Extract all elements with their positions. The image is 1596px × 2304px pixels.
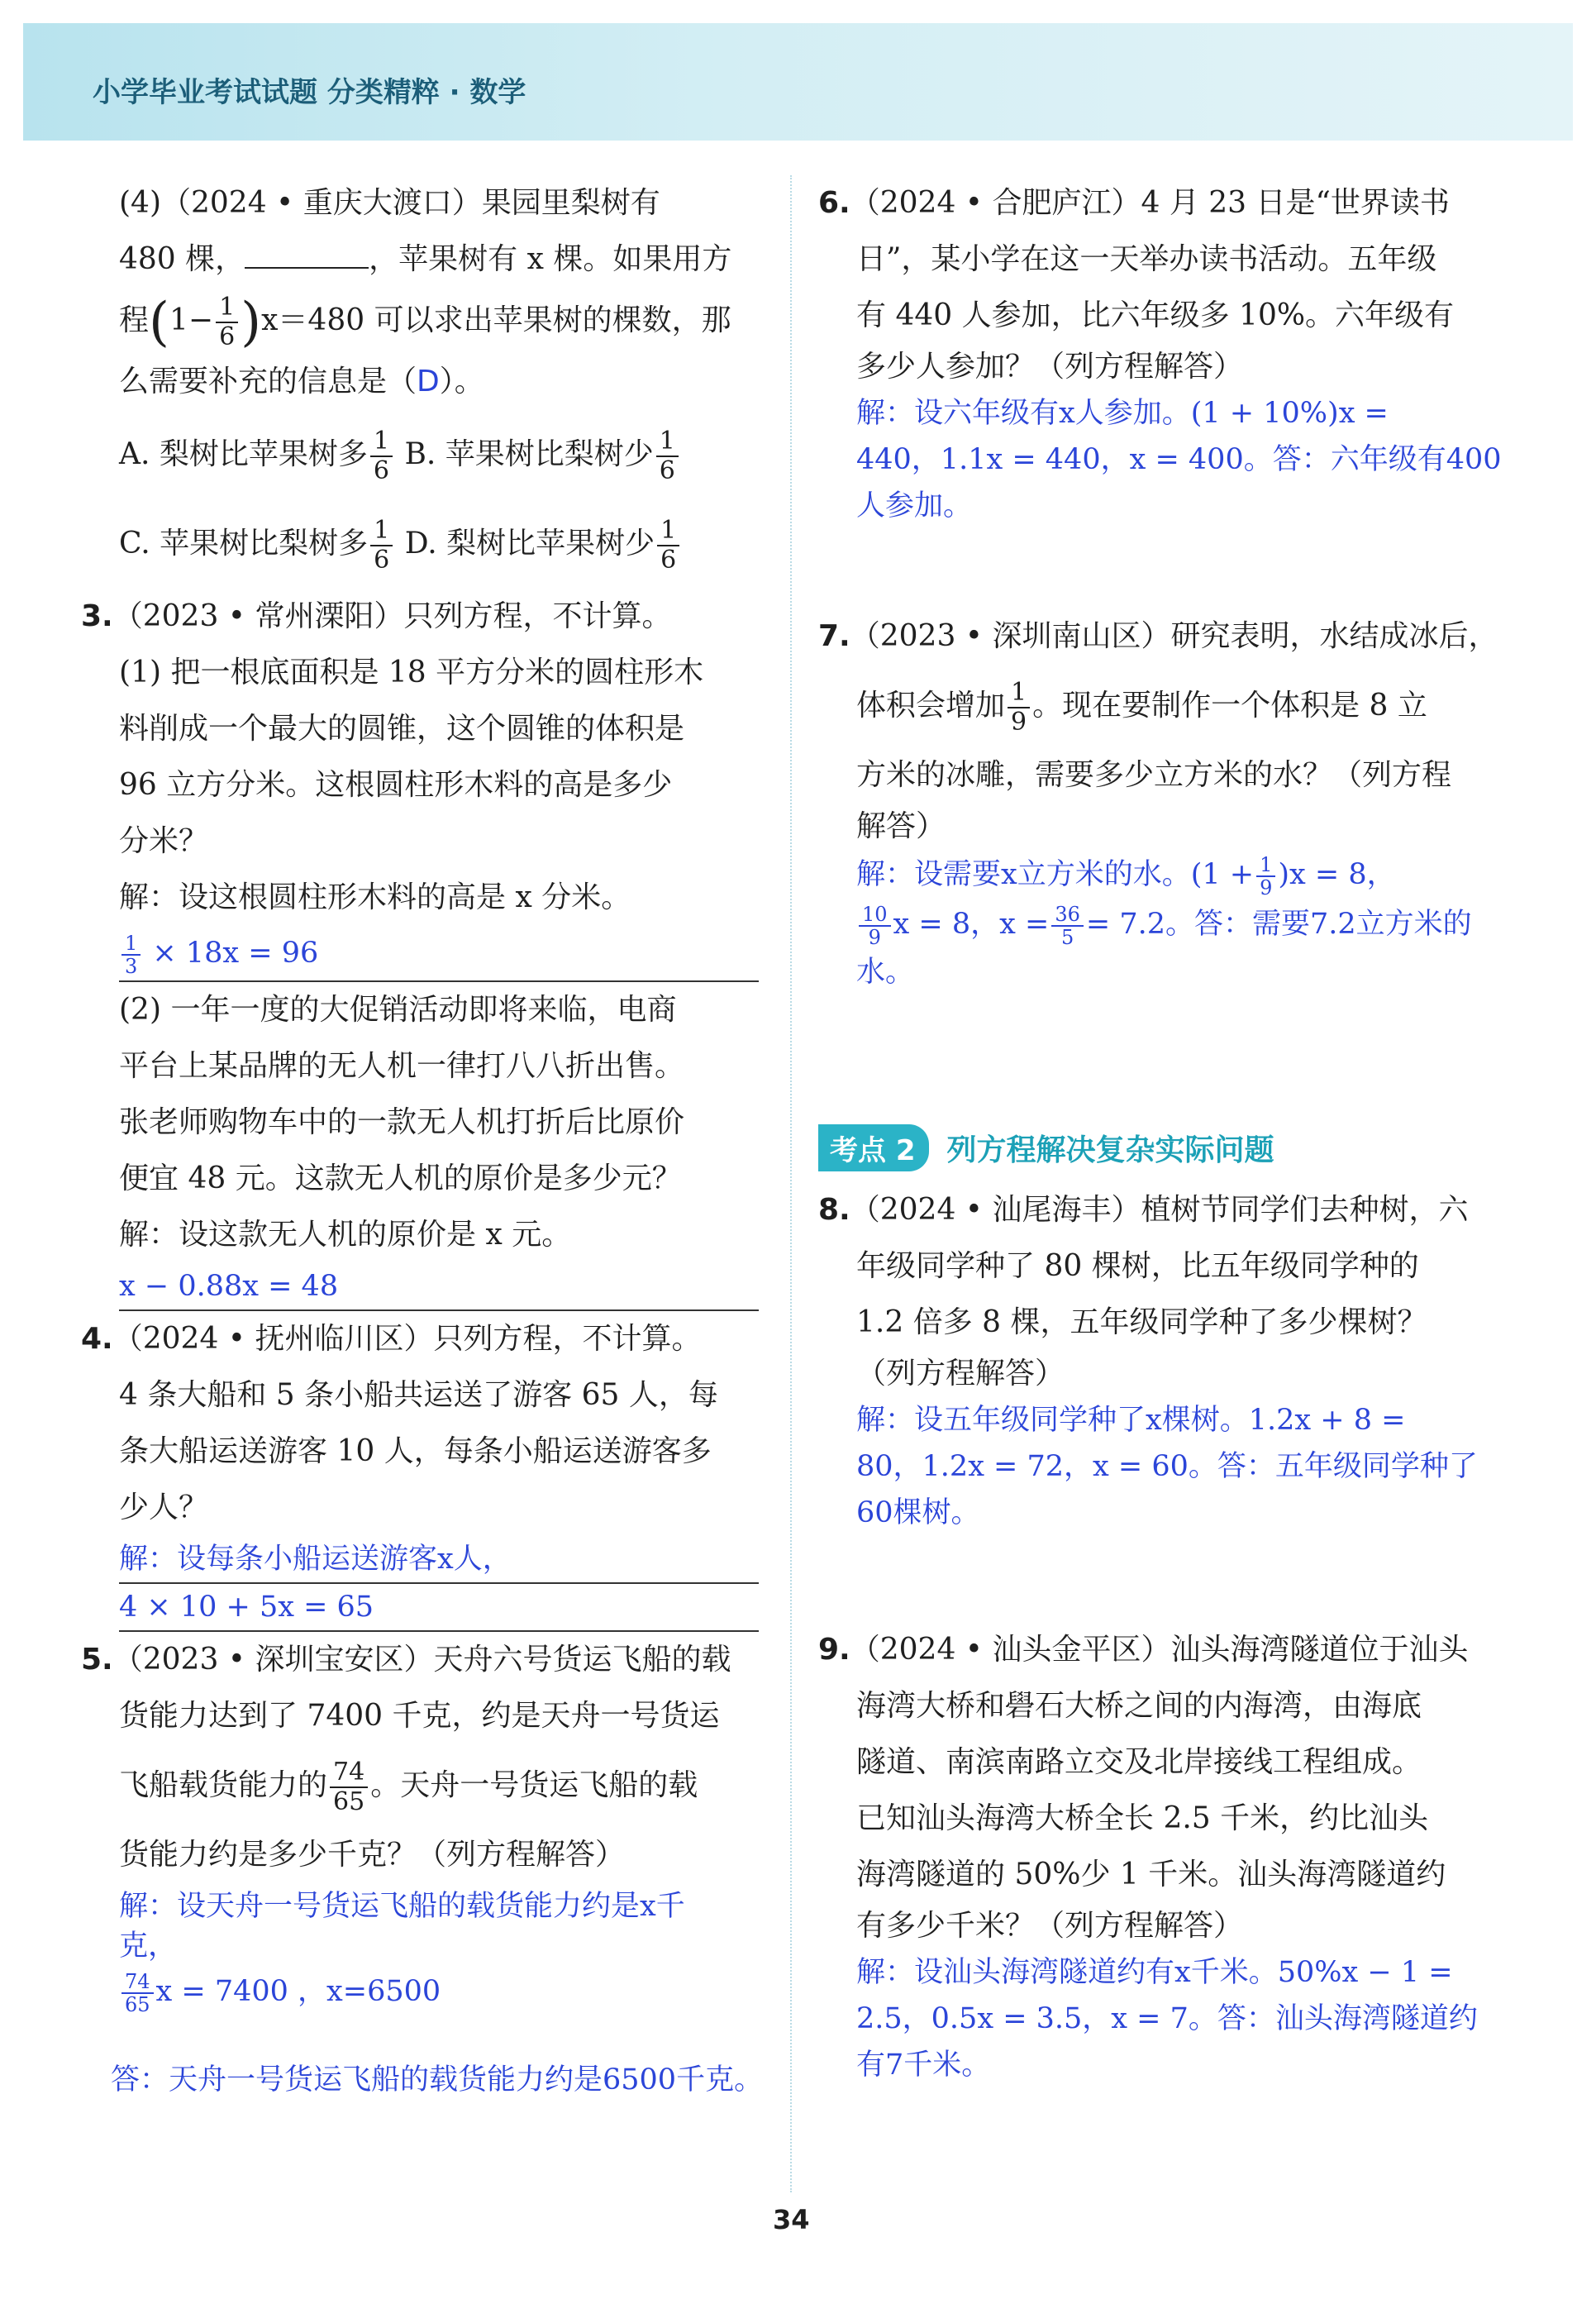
- q4-answer-1: 解：设每条小船运送游客x人，: [119, 1536, 759, 1584]
- q2-4-line-3: [119, 288, 759, 354]
- answer-text: × 18x = 96: [152, 937, 319, 970]
- q5-answer-2: 克，: [119, 1930, 178, 1963]
- q9-line: 已知汕头海湾大桥全长 2.5 千米，约比汕头: [856, 1801, 1429, 1835]
- paren-close: ): [241, 292, 262, 353]
- fraction-numerator: 1: [656, 427, 679, 457]
- fraction-denominator: 3: [125, 954, 138, 978]
- q2-4-text: x＝480 可以求出苹果树的棵数，那: [261, 303, 731, 337]
- q5-answer-1: 解：设天舟一号货运飞船的载货能力约是x千: [119, 1890, 685, 1923]
- fraction-numerator: 10: [859, 904, 891, 927]
- q7-line-3: 方米的冰雕，需要多少立方米的水？（列方程: [856, 758, 1452, 792]
- fraction-numerator: 1: [1256, 854, 1275, 877]
- q4-text: （2024 • 抚州临川区）只列方程，不计算。: [112, 1322, 702, 1356]
- q7-line-4: 解答）: [856, 809, 946, 843]
- q9-text: （2024 • 汕头金平区）汕头海湾隧道位于汕头: [850, 1633, 1469, 1667]
- q7-text: （2023 • 深圳南山区）研究表明，水结成冰后，: [850, 619, 1498, 653]
- q9-line: 海湾大桥和礐石大桥之间的内海湾，由海底: [856, 1689, 1422, 1723]
- q2-4-text: 1−: [169, 303, 214, 337]
- question-number: 6.: [818, 186, 850, 220]
- fraction-denominator: 9: [868, 925, 881, 949]
- q5-text: （2023 • 深圳宝安区）天舟六号货运飞船的载: [112, 1643, 731, 1677]
- q2-4-text: 程: [119, 303, 150, 337]
- q8-text: （2024 • 汕尾海丰）植树节同学们去种树，六: [850, 1193, 1469, 1227]
- fraction-denominator: 65: [333, 1787, 365, 1816]
- left-column: [81, 175, 764, 2103]
- q4-line-1: [81, 1311, 759, 1367]
- q4-line: 条大船运送游客 10 人，每条小船运送游客多: [119, 1434, 712, 1468]
- q3-p2-line: 张老师购物车中的一款无人机打折后比原价: [119, 1105, 685, 1139]
- right-column-lower: [818, 1182, 1504, 2088]
- options-row-2: [119, 499, 759, 589]
- question-4: [81, 1311, 759, 1632]
- q7-answer-3: 水。: [856, 956, 915, 989]
- option-d: D. 梨树比苹果树少: [404, 527, 655, 560]
- q7-text: 。现在要制作一个体积是 8 立: [1032, 689, 1427, 723]
- q2-4-text: ）。: [439, 365, 484, 398]
- q5-text: 飞船载货能力的: [119, 1768, 328, 1802]
- section-badge: 考点 2: [818, 1124, 929, 1171]
- fraction-denominator: 6: [219, 322, 236, 351]
- fraction: [121, 933, 141, 977]
- q4-answer-2: 4 × 10 + 5x = 65: [119, 1584, 759, 1632]
- right-column: [818, 175, 1504, 995]
- q8-line: （列方程解答）: [856, 1357, 1065, 1391]
- option-a: A. 梨树比苹果树多: [119, 437, 368, 471]
- fraction-numerator: 74: [330, 1758, 368, 1788]
- answer-choice: D: [417, 365, 440, 398]
- fraction: [370, 427, 393, 485]
- q7-line-2: [856, 665, 1504, 747]
- fraction-denominator: 5: [1060, 925, 1074, 949]
- q5-line-2: 货能力达到了 7400 千克，约是天舟一号货运: [119, 1699, 720, 1733]
- fraction-numerator: 74: [121, 1971, 154, 1994]
- fill-blank[interactable]: [245, 242, 369, 269]
- question-6: [818, 175, 1504, 529]
- fraction: [656, 427, 679, 485]
- column-divider: [790, 175, 792, 2192]
- q6-line-1: [818, 175, 1504, 231]
- q2-4-text: ，苹果树有 x 棵。如果用方: [369, 242, 732, 276]
- fraction: [1008, 679, 1030, 737]
- fraction: [1256, 854, 1275, 899]
- q9-answer: 解：设汕头海湾隧道约有x千米。50%x − 1 =: [856, 1956, 1453, 1989]
- options-row-1: [119, 410, 759, 499]
- section-title: 列方程解决复杂实际问题: [946, 1133, 1274, 1167]
- answer-text: x = 7400 ，x=6500: [155, 1975, 441, 2008]
- fraction: [657, 517, 679, 575]
- answer-text: = 7.2。答：需要7.2立方米的: [1085, 908, 1472, 941]
- q8-answer: 80，1.2x = 72，x = 60。答：五年级同学种了: [856, 1450, 1478, 1483]
- fraction-denominator: 65: [125, 1992, 150, 2016]
- option-b: B. 苹果树比梨树少: [404, 437, 654, 471]
- question-number: 7.: [818, 619, 850, 653]
- fraction: [216, 293, 238, 351]
- q9-line: 海湾隧道的 50%少 1 千米。汕头海湾隧道约: [856, 1858, 1446, 1891]
- q3-p1-line: 96 立方分米。这根圆柱形木料的高是多少: [119, 768, 673, 802]
- q2-4-text: 480 棵，: [119, 242, 245, 276]
- q3-p1-line: 分米？: [119, 824, 209, 858]
- answer-text: )x = 8，: [1278, 858, 1396, 891]
- q7-answer-2: [856, 899, 1504, 949]
- question-2-part-4: [81, 175, 759, 589]
- fraction: [330, 1758, 368, 1816]
- question-5: [81, 1632, 764, 2103]
- q2-4-line-4: [119, 354, 759, 410]
- section-heading: [818, 1124, 1274, 1171]
- q6-line: 有 440 人参加，比六年级多 10%。六年级有: [856, 298, 1455, 332]
- q9-line-1: [818, 1622, 1504, 1678]
- question-number: 9.: [818, 1633, 850, 1667]
- q3-p2-line: (2) 一年一度的大促销活动即将来临，电商: [119, 993, 677, 1027]
- q2-4-line-2: [119, 231, 759, 288]
- fraction-numerator: 1: [370, 427, 393, 457]
- q9-line: 隧道、南滨南路立交及北岸接线工程组成。: [856, 1745, 1422, 1779]
- q6-answer: 解：设六年级有x人参加。(1 + 10%)x =: [856, 397, 1389, 430]
- q5-line-4: 货能力约是多少千克？（列方程解答）: [119, 1838, 626, 1872]
- q8-line: 1.2 倍多 8 棵，五年级同学种了多少棵树？: [856, 1305, 1427, 1339]
- fraction-numerator: 1: [216, 293, 238, 323]
- question-3: [81, 589, 759, 1311]
- q6-line: 多少人参加？（列方程解答）: [856, 350, 1244, 384]
- fraction-denominator: 6: [659, 456, 675, 485]
- q3-p2-line: 解：设这款无人机的原价是 x 元。: [119, 1218, 572, 1252]
- paren-open: (: [149, 292, 169, 353]
- fraction-denominator: 6: [374, 546, 390, 575]
- question-7: [818, 608, 1504, 995]
- q6-answer: 440，1.1x = 440，x = 400。答：六年级有400: [856, 443, 1502, 476]
- fraction-denominator: 6: [660, 546, 677, 575]
- q8-answer: 解：设五年级同学种了x棵树。1.2x + 8 =: [856, 1404, 1406, 1437]
- q3-p1-line: 解：设这根圆柱形木料的高是 x 分米。: [119, 880, 631, 914]
- fraction-numerator: 1: [657, 517, 679, 546]
- q5-answer-4: 答：天舟一号货运飞船的载货能力约是6500千克。: [111, 2063, 764, 2096]
- fraction-numerator: 1: [121, 933, 141, 956]
- q3-p2-line: 便宜 48 元。这款无人机的原价是多少元？: [119, 1162, 682, 1195]
- q3-text: （2023 • 常州溧阳）只列方程，不计算。: [112, 599, 672, 633]
- fraction: [121, 1971, 154, 2015]
- q3-answer-2: x − 0.88x = 48: [119, 1263, 759, 1311]
- answer-text: x = 8，x =: [893, 908, 1050, 941]
- question-number: 8.: [818, 1193, 850, 1227]
- fraction: [1051, 904, 1084, 948]
- q4-line: 少人？: [119, 1491, 209, 1524]
- fraction-numerator: 1: [370, 517, 393, 546]
- q6-answer: 人参加。: [856, 489, 973, 522]
- q4-line: 4 条大船和 5 条小船共运送了游客 65 人，每: [119, 1378, 718, 1412]
- q6-line: 日”，某小学在这一天举办读书活动。五年级: [856, 242, 1437, 276]
- fraction-denominator: 9: [1260, 875, 1273, 899]
- q9-line: 有多少千米？（列方程解答）: [856, 1909, 1244, 1943]
- q3-p2-line: 平台上某品牌的无人机一律打八八折出售。: [119, 1049, 685, 1083]
- question-number: 3.: [81, 599, 113, 633]
- q5-text: 。天舟一号货运飞船的载: [370, 1768, 698, 1802]
- q3-answer-1: [119, 926, 759, 982]
- fraction-numerator: 1: [1008, 679, 1030, 708]
- answer-text: 解：设需要x立方米的水。(1 +: [856, 858, 1255, 891]
- question-8: [818, 1182, 1504, 1536]
- q8-line: 年级同学种了 80 棵树，比五年级同学种的: [856, 1249, 1419, 1283]
- q6-text: （2024 • 合肥庐江）4 月 23 日是“世界读书: [850, 186, 1450, 220]
- fraction: [370, 517, 393, 575]
- page-number: 34: [773, 2204, 810, 2235]
- fraction-denominator: 9: [1011, 708, 1027, 737]
- question-number: 4.: [81, 1322, 113, 1356]
- q2-4-line-1: (4)（2024 • 重庆大渡口）果园里梨树有: [119, 186, 660, 220]
- q3-line-1: [81, 589, 759, 645]
- q9-answer: 2.5，0.5x = 3.5，x = 7。答：汕头海湾隧道约: [856, 2002, 1478, 2035]
- header-title: 小学毕业考试试题 分类精粹 · 数学: [93, 76, 526, 109]
- q7-text: 体积会增加: [856, 689, 1006, 723]
- question-9: [818, 1622, 1504, 2088]
- q3-p1-line: 料削成一个最大的圆锥，这个圆锥的体积是: [119, 712, 685, 746]
- fraction-numerator: 36: [1051, 904, 1084, 927]
- q8-line-1: [818, 1182, 1504, 1238]
- option-c: C. 苹果树比梨树多: [119, 527, 369, 560]
- q2-4-text: 么需要补充的信息是（: [119, 365, 417, 398]
- fraction-denominator: 6: [373, 456, 389, 485]
- q3-p1-line: (1) 把一根底面积是 18 平方分米的圆柱形木: [119, 656, 704, 689]
- fraction: [859, 904, 891, 948]
- q5-line-3: [119, 1744, 759, 1827]
- q5-line-1: [81, 1632, 759, 1688]
- q5-answer-3: [119, 1963, 759, 2020]
- q7-line-1: [818, 608, 1504, 665]
- q9-answer: 有7千米。: [856, 2049, 991, 2082]
- q8-answer: 60棵树。: [856, 1496, 980, 1529]
- q7-answer-1: [856, 850, 1504, 899]
- question-number: 5.: [81, 1643, 113, 1677]
